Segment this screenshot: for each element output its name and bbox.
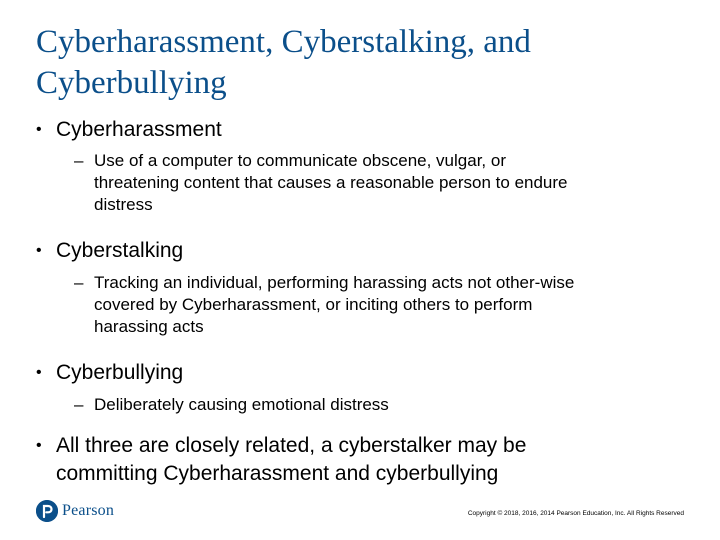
pearson-p-icon <box>36 500 58 522</box>
sub-bullet-text: Tracking an individual, performing harassing acts not other-wise covered by Cyberharassment, or inciting others to perform harassing acts <box>94 273 575 336</box>
sub-bullet-cyberbullying <box>74 394 389 416</box>
bullet-text: Cyberbullying <box>56 361 184 384</box>
slide-title-line-1: Cyberharassment, Cyberstalking, and <box>36 24 531 60</box>
slide-title <box>36 22 676 104</box>
bullet-all-three <box>36 432 526 488</box>
bullet-text: Cyberstalking <box>56 239 184 262</box>
slide-title-line-2: Cyberbullying <box>36 65 227 101</box>
copyright-notice: Copyright © 2018, 2016, 2014 Pearson Education, Inc. All Rights Reserved <box>467 510 684 517</box>
bullet-marker: • <box>36 437 42 454</box>
pearson-logo <box>36 500 114 522</box>
bullet-marker: • <box>36 242 42 259</box>
sub-bullet-marker: – <box>74 151 84 170</box>
sub-bullet-text: Deliberately causing emotional distress <box>94 395 389 414</box>
sub-bullet-marker: – <box>74 395 84 414</box>
bullet-text: All three are closely related, a cyberstalker may be committing Cyberharassment and cyberbullying <box>56 434 527 485</box>
sub-bullet-cyberstalking <box>74 272 574 338</box>
bullet-marker: • <box>36 364 42 381</box>
sub-bullet-cyberharassment <box>74 150 568 216</box>
pearson-logo-text: Pearson <box>62 502 115 519</box>
bullet-marker: • <box>36 121 42 138</box>
bullet-cyberharassment <box>36 116 222 144</box>
bullet-cyberbullying <box>36 359 183 387</box>
bullet-text: Cyberharassment <box>56 118 222 141</box>
bullet-cyberstalking <box>36 237 183 265</box>
sub-bullet-text: Use of a computer to communicate obscene, vulgar, or threatening content that causes a reasonable person to endure distress <box>94 151 568 214</box>
sub-bullet-marker: – <box>74 273 84 292</box>
